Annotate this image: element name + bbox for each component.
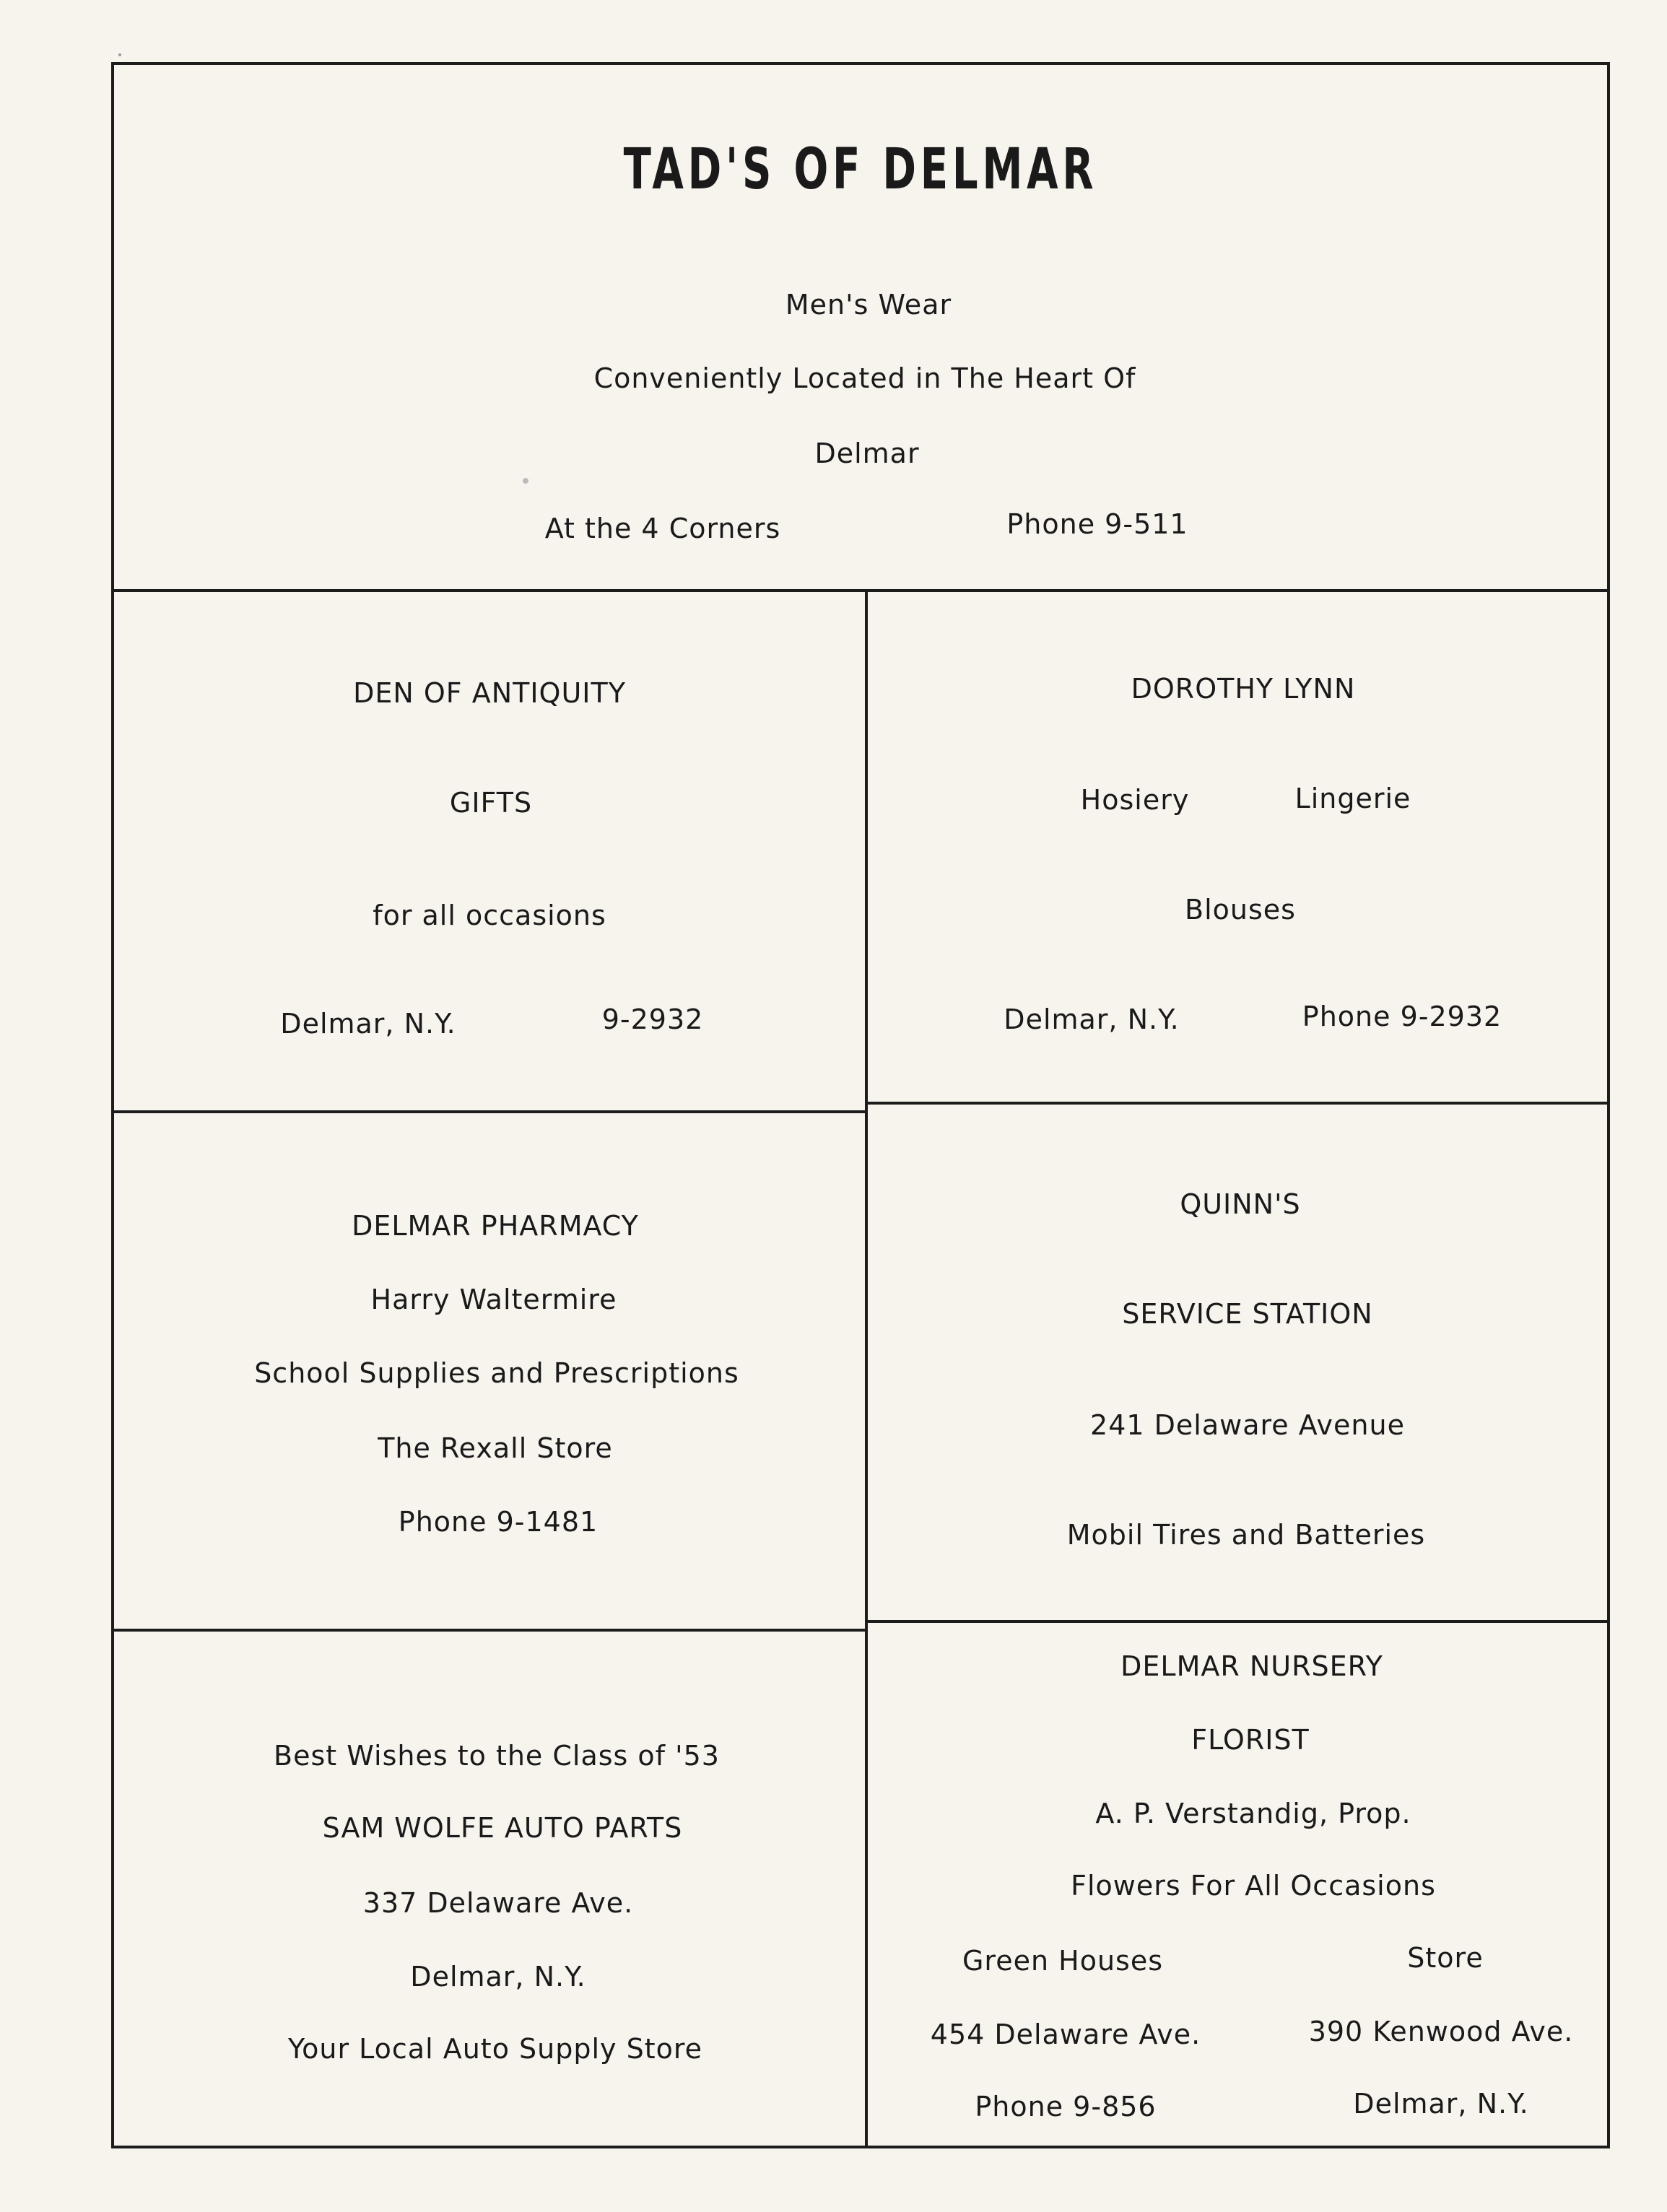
ad-line: SERVICE STATION [1122, 1298, 1373, 1330]
paper-speck [523, 478, 528, 484]
ad-tagline: Your Local Auto Supply Store [287, 2033, 703, 2065]
ad-phone: Phone 9-856 [975, 2091, 1157, 2122]
ad-line: School Supplies and Prescriptions [254, 1357, 739, 1389]
ad-name: DEN OF ANTIQUITY [353, 677, 626, 709]
ad-line: Men's Wear [785, 289, 952, 321]
ad-line: The Rexall Store [378, 1432, 613, 1464]
ad-address: 390 Kenwood Ave. [1308, 2016, 1574, 2047]
ad-phone: 9-2932 [601, 1003, 704, 1035]
ad-location: At the 4 Corners [544, 513, 781, 544]
ad-item: Hosiery [1080, 784, 1190, 816]
ad-label: Green Houses [962, 1945, 1164, 1977]
grid-divider-horizontal [868, 1102, 1610, 1105]
grid-divider-horizontal [868, 1620, 1610, 1623]
ad-line: FLORIST [1191, 1724, 1310, 1756]
ad-line: for all occasions [373, 900, 606, 931]
ad-greeting: Best Wishes to the Class of '53 [274, 1740, 720, 1772]
ad-city: Delmar, N.Y. [280, 1008, 456, 1040]
ad-name: SAM WOLFE AUTO PARTS [322, 1812, 683, 1844]
grid-divider-vertical [865, 592, 868, 2146]
ad-item: Lingerie [1294, 783, 1411, 814]
ad-line: Flowers For All Occasions [1071, 1870, 1436, 1902]
ad-address: 241 Delaware Avenue [1090, 1409, 1405, 1441]
ad-address: 337 Delaware Ave. [362, 1887, 634, 1919]
ad-title-text: TAD'S OF DELMAR [623, 137, 1098, 202]
ad-city: Delmar, N.Y. [1353, 2088, 1529, 2120]
ad-owner: A. P. Verstandig, Prop. [1095, 1798, 1411, 1829]
ad-item: Blouses [1185, 894, 1296, 926]
ad-page-frame [111, 62, 1610, 2148]
paper-speck [118, 53, 121, 56]
ad-phone: Phone 9-511 [1006, 508, 1188, 540]
ad-owner: Harry Waltermire [370, 1284, 617, 1315]
ad-line: GIFTS [449, 787, 533, 819]
ad-title [531, 137, 1190, 202]
ad-name: QUINN'S [1180, 1188, 1301, 1220]
grid-divider-horizontal [114, 1110, 865, 1113]
ad-city: Delmar, N.Y. [410, 1961, 586, 1993]
ad-phone: Phone 9-2932 [1302, 1001, 1502, 1032]
ad-line: Delmar [814, 437, 920, 469]
ad-line: Conveniently Located in The Heart Of [593, 362, 1136, 394]
ad-city: Delmar, N.Y. [1004, 1003, 1180, 1035]
grid-divider-horizontal [114, 1629, 865, 1632]
ad-line: Mobil Tires and Batteries [1066, 1519, 1426, 1551]
ad-name: DELMAR PHARMACY [352, 1210, 639, 1242]
ad-phone: Phone 9-1481 [398, 1506, 599, 1538]
ad-name: DELMAR NURSERY [1120, 1650, 1383, 1682]
ad-label: Store [1407, 1942, 1484, 1974]
ad-tads-of-delmar [114, 65, 1607, 592]
ad-name: DOROTHY LYNN [1131, 673, 1356, 705]
ad-address: 454 Delaware Ave. [930, 2019, 1201, 2050]
